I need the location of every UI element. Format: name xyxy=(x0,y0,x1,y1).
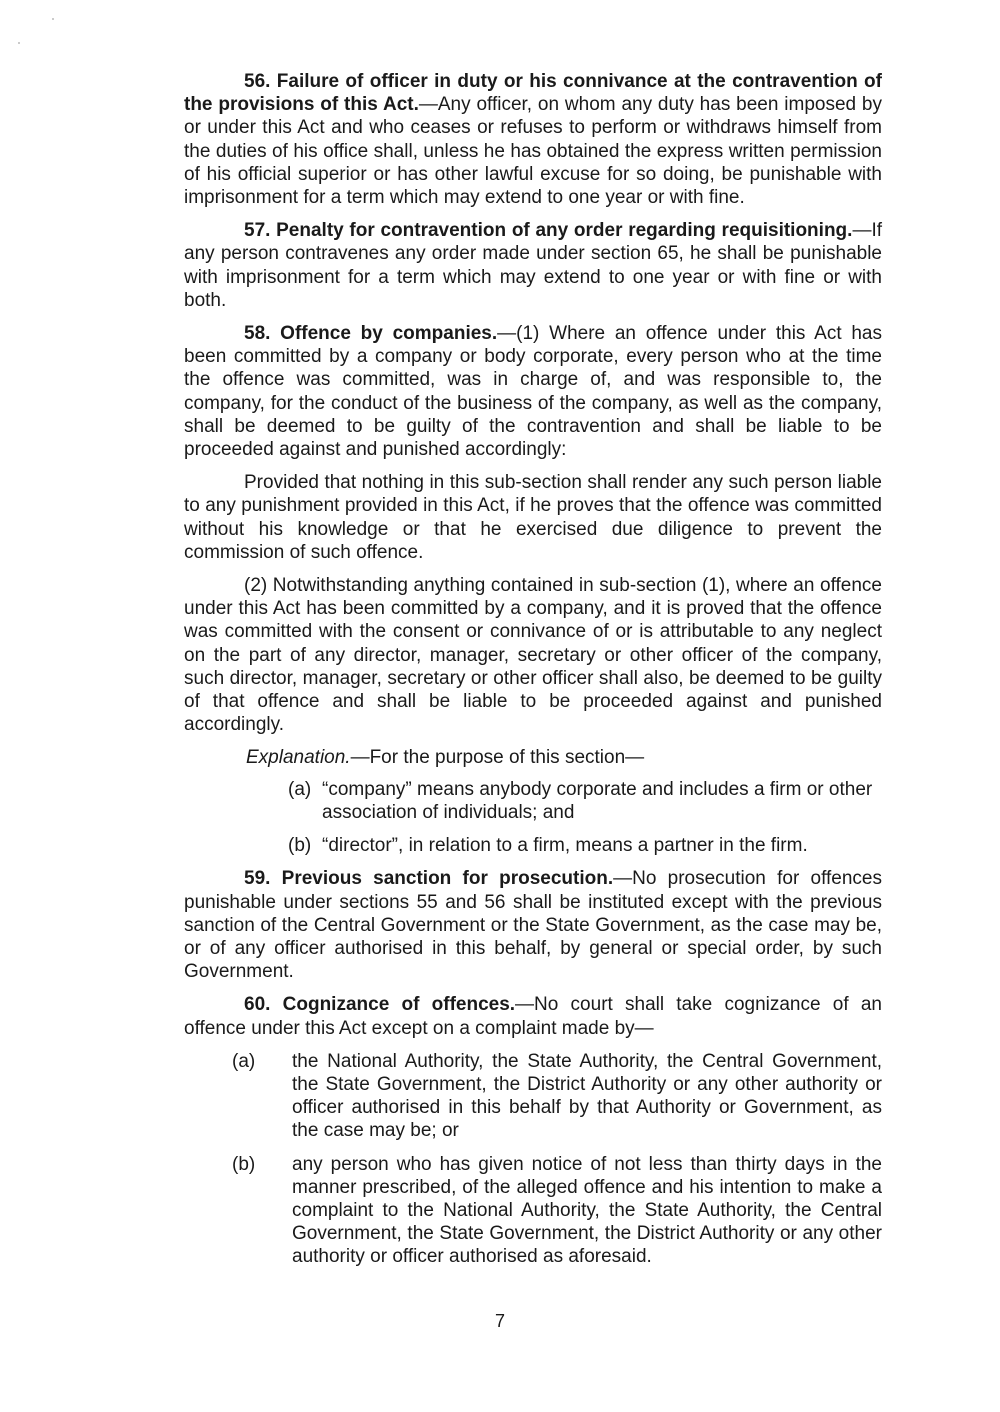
explanation-item-text: “director”, in relation to a firm, means a partner in the firm. xyxy=(322,835,808,857)
section-57-text: —If any person contravenes any order made under section 65, he shall be punishable with imprisonment for a term which may extend to one year or with fine or with both. xyxy=(184,220,882,311)
section-58-explanation xyxy=(246,746,882,769)
explanation-item-label: (b) xyxy=(288,835,312,857)
section-60 xyxy=(184,993,882,1039)
section-56-heading: 56. Failure of officer in duty or his connivance at the contravention of the provisions of this Act. xyxy=(184,71,882,116)
explanation-item-label: (a) xyxy=(288,778,312,800)
section-58-heading: 58. Offence by companies. xyxy=(244,323,498,345)
section-58-text: —(1) Where an offence under this Act has been committed by a company or body corporate, every person who at the time the offence was committed, was in charge of, and was responsible to, the company, for the conduct of the business of the company, as well as the company, shall be deemed to be guilty of the contravention and shall be liable to be proceeded against and punished accordingly: xyxy=(184,323,882,461)
section-58 xyxy=(184,322,882,461)
section-59-heading: 59. Previous sanction for prosecution. xyxy=(244,868,614,890)
page-number: 7 xyxy=(494,1311,505,1331)
section-58-subsection-2: (2) Notwithstanding anything contained in sub-section (1), where an offence under this Act has been committed by a company, and it is proved that the offence was committed with the consent or connivance of or is attributable to any neglect on the part of any director, manager, secretary or other officer of the company, such director, manager, secretary or other officer shall also, be deemed to be guilty of that offence and shall be liable to be proceeded against and punished accordingly. xyxy=(184,575,882,736)
explanation-item-a xyxy=(288,778,882,824)
scan-speck xyxy=(52,18,54,20)
section-56-text: —Any officer, on whom any duty has been imposed by or under this Act and who ceases or refuses to perform or withdraws himself from the duties of his office shall, unless he has obtained the express written permission of his official superior or has other lawful excuse for so doing, be punishable with imprisonment for a term which may extend to one year or with fine. xyxy=(184,94,883,209)
section-60-item-a xyxy=(184,1050,882,1143)
section-60-heading: 60. Cognizance of offences. xyxy=(244,994,516,1016)
section-60-text: —No court shall take cognizance of an offence under this Act except on a complaint made by— xyxy=(184,994,882,1039)
explanation-item-b xyxy=(288,834,882,857)
scan-speck xyxy=(18,42,20,44)
explanation-text: —For the purpose of this section— xyxy=(350,747,645,769)
section-60-item-b xyxy=(184,1153,882,1269)
document-body xyxy=(184,70,882,1279)
section-57 xyxy=(184,219,882,312)
section-59 xyxy=(184,867,882,983)
list-item-label: (b) xyxy=(232,1153,256,1175)
section-58-proviso: Provided that nothing in this sub-section shall render any such person liable to any punishment provided in this Act, if he proves that the offence was committed without his knowledge or that he exercised due diligence to prevent the commission of such offence. xyxy=(184,472,882,563)
explanation-label: Explanation. xyxy=(246,747,351,769)
section-59-text: —No prosecution for offences punishable under sections 55 and 56 shall be instituted except with the previous sanction of the Central Government or the State Government, as the case may be, or of any officer authorised in this behalf, by general or special order, by such Government. xyxy=(184,868,883,983)
list-item-text: any person who has given notice of not less than thirty days in the manner prescribed, of the alleged offence and his intention to make a complaint to the National Authority, the State Authority, the Central Government, the State Government, the District Authority or any other authority or officer authorised as aforesaid. xyxy=(292,1153,882,1268)
explanation-item-text: “company” means anybody corporate and includes a firm or other association of individuals; and xyxy=(322,778,873,823)
section-57-heading: 57. Penalty for contravention of any order regarding requisitioning. xyxy=(244,220,853,242)
section-56 xyxy=(184,70,882,209)
list-item-label: (a) xyxy=(232,1050,256,1072)
list-item-text: the National Authority, the State Authority, the Central Government, the State Government, the District Authority or any other authority or officer authorised in this behalf by that Authority or Government, as the case may be; or xyxy=(292,1050,882,1142)
